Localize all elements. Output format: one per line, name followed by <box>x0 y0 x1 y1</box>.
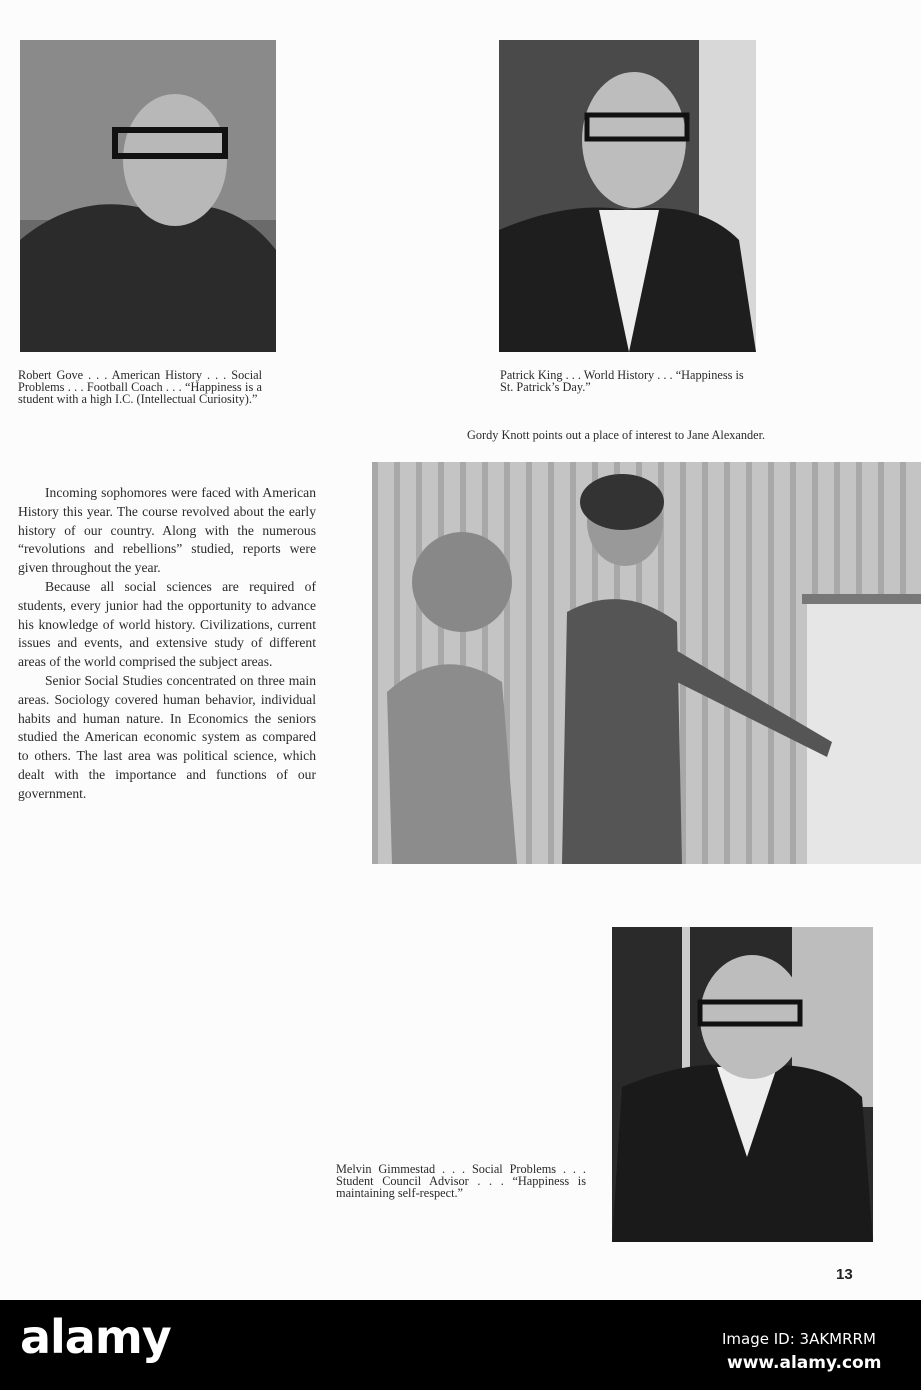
photo-melvin-gimmestad <box>612 927 873 1242</box>
portrait-figure <box>612 927 873 1242</box>
portrait-figure <box>20 40 276 352</box>
paragraph-world-history: Because all social sciences are required of students, every junior had the opportunity to advance his knowledge of world history. Civilizations, current issues and events, and extensive study of different areas of the world comprised the subject areas. <box>18 578 316 670</box>
portrait-figure <box>499 40 756 352</box>
students-at-map <box>372 462 921 864</box>
caption-robert-gove: Robert Gove . . . American History . . . Social Problems . . . Football Coach . . . “Happiness is a student with a high I.C. (Intellectual Curiosity).” <box>18 368 262 406</box>
caption-melvin-gimmestad: Melvin Gimmestad . . . Social Problems . . . Student Council Advisor . . . “Happiness is maintaining self-respect.” <box>336 1162 586 1200</box>
photo-map-students <box>372 462 921 864</box>
caption-gordy-knott: Gordy Knott points out a place of interest to Jane Alexander. <box>467 428 766 442</box>
article-body <box>18 484 316 804</box>
page-number: 13 <box>836 1266 853 1283</box>
photo-robert-gove <box>20 40 276 352</box>
caption-patrick-king: Patrick King . . . World History . . . “Happiness is St. Patrick’s Day.” <box>500 368 744 394</box>
watermark-footer <box>0 1300 921 1390</box>
image-id: Image ID: 3AKMRRM <box>722 1330 876 1348</box>
site-url: www.alamy.com <box>727 1353 882 1373</box>
paragraph-senior-social-studies: Senior Social Studies concentrated on three main areas. Sociology covered human behavior, individual habits and human nature. In Economics the seniors studied the American economic system as compared to others. The last area was political science, which dealt with the importance and functions of our government. <box>18 672 316 801</box>
paragraph-american-history: Incoming sophomores were faced with American History this year. The course revolved about the early history of our country. Along with the numerous “revolutions and rebellions” studied, reports were given throughout the year. <box>18 485 316 576</box>
alamy-logo: alamy <box>20 1310 171 1364</box>
photo-patrick-king <box>499 40 756 352</box>
